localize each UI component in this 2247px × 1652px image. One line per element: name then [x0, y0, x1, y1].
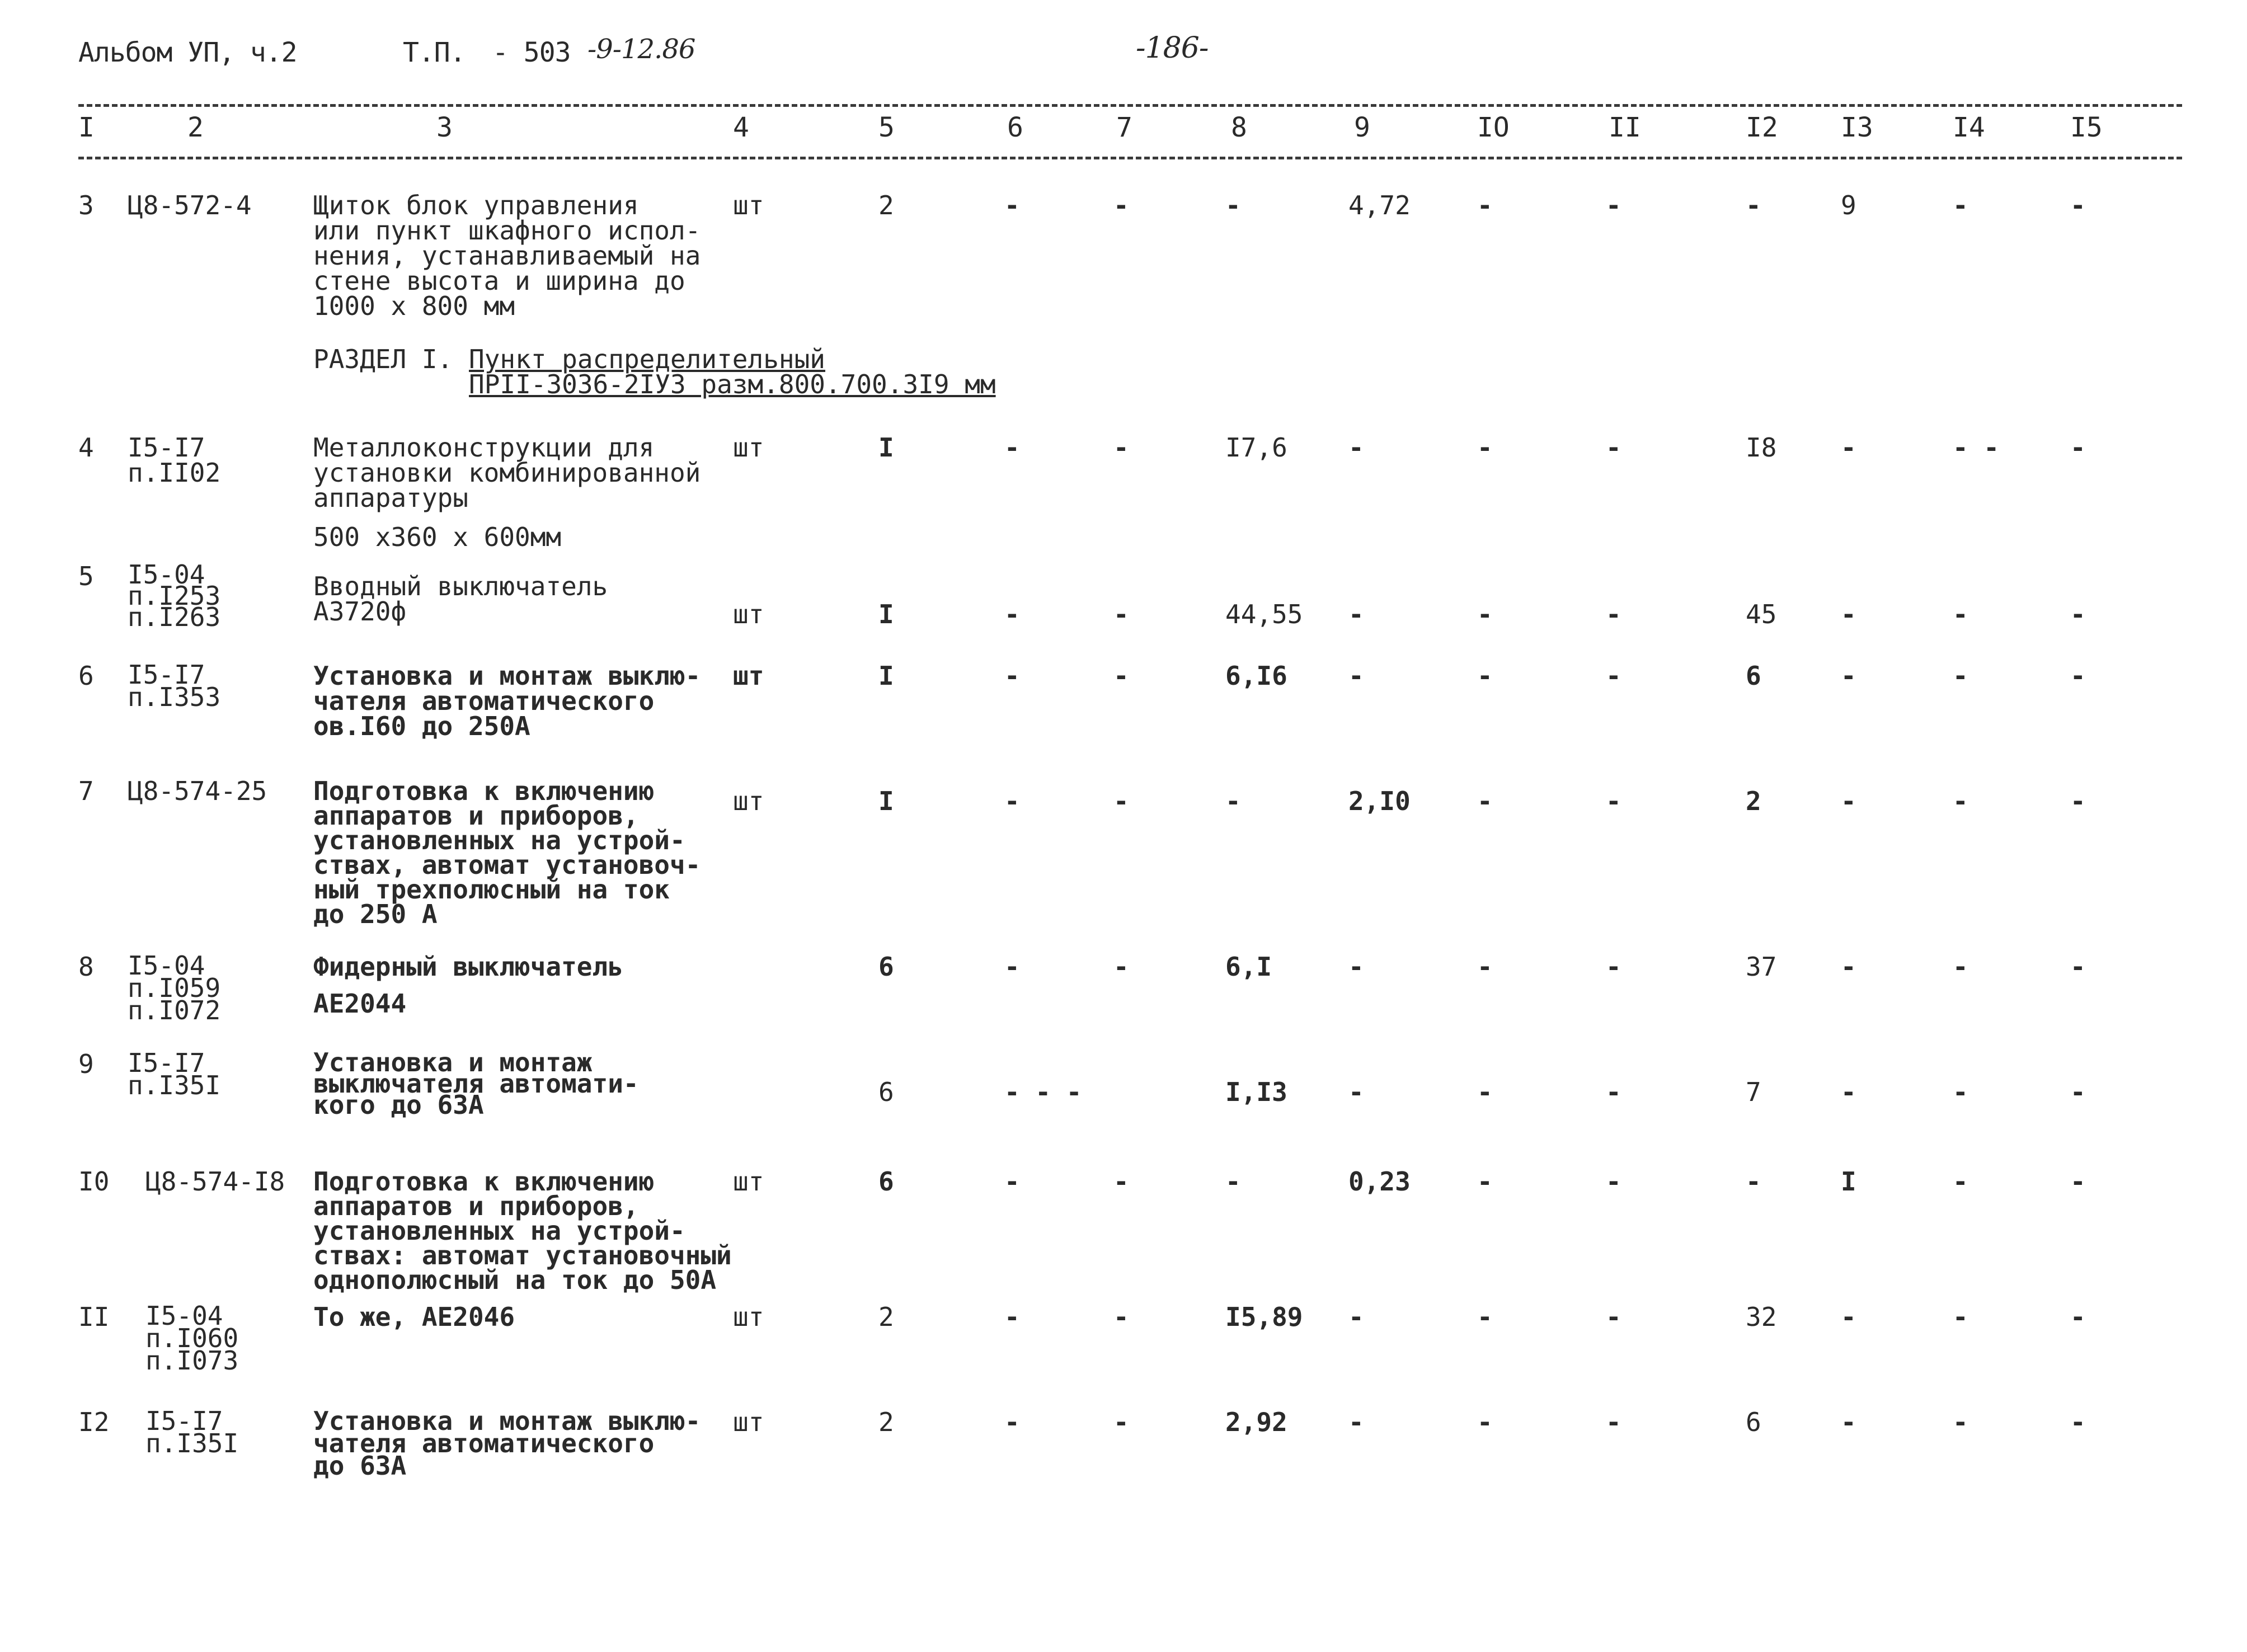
row-c11: - [1606, 661, 1621, 691]
row-c11: - [1606, 432, 1621, 463]
col-9: 9 [1354, 112, 1370, 143]
row-unit: шт [733, 786, 764, 816]
section-prefix: РАЗДЕЛ I. [313, 344, 453, 374]
row-c12: 7 [1746, 1077, 1761, 1107]
row-c9: 0,23 [1348, 1166, 1411, 1197]
row-c7: - [1113, 432, 1129, 463]
row-c14: - [1953, 1077, 1968, 1107]
col-4: 4 [733, 112, 749, 143]
row-c10: - [1477, 1166, 1493, 1197]
row-c6: - [1004, 661, 1020, 691]
row-description: Металлоконструкции для установки комбинированной аппаратуры [313, 432, 701, 513]
row-code: I5-04 п.I253 п.I263 [128, 559, 221, 632]
row-description: Установка и монтаж выклю- чателя автоматического ов.I60 до 250А [313, 661, 701, 741]
row-c5: I [878, 661, 894, 691]
col-13: I3 [1841, 112, 1873, 143]
row-c7: - [1113, 1302, 1129, 1332]
row-c6: - [1004, 1407, 1020, 1437]
row-c9: - [1348, 599, 1364, 629]
row-c7: - [1113, 952, 1129, 982]
row-code: I5-I7 п.I35I [128, 1048, 221, 1100]
row-c5: 2 [878, 1302, 894, 1332]
row-c12: 6 [1746, 661, 1761, 691]
row-code: Ц8-574-I8 [145, 1166, 285, 1197]
row-c10: - [1477, 952, 1493, 982]
row-c14: - [1953, 661, 1968, 691]
row-c15: - [2070, 786, 2086, 816]
row-code: I5-I7 п.I353 [128, 660, 221, 712]
row-number: 4 [78, 432, 94, 463]
row-c6: - [1004, 599, 1020, 629]
row-number: 5 [78, 561, 94, 591]
row-number: 3 [78, 190, 94, 220]
row-number: I0 [78, 1166, 110, 1197]
row-c13: - [1841, 786, 1856, 816]
page-number: -186- [1136, 31, 1209, 65]
row-c11: - [1606, 1407, 1621, 1437]
row-c8: 6,I [1225, 952, 1272, 982]
row-c6: - [1004, 190, 1020, 220]
row-c9: - [1348, 432, 1364, 463]
row-unit: шт [733, 432, 764, 463]
row-c5: 6 [878, 952, 894, 982]
row-description: Установка и монтаж выклю- чателя автоматического до 63А [313, 1406, 701, 1481]
row-c5: 6 [878, 1166, 894, 1197]
row-subtext: АЕ2044 [313, 989, 407, 1019]
row-c11: - [1606, 1302, 1621, 1332]
row-c7: - [1113, 661, 1129, 691]
row-c13: - [1841, 599, 1856, 629]
row-c5: 2 [878, 190, 894, 220]
row-c12: I8 [1746, 432, 1777, 463]
row-c7: - [1113, 1407, 1129, 1437]
row-number: 9 [78, 1049, 94, 1079]
row-c7: - [1113, 1166, 1129, 1197]
row-c8: I5,89 [1225, 1302, 1303, 1332]
row-c10: - [1477, 190, 1493, 220]
row-c13: I [1841, 1166, 1856, 1197]
row-c8: - [1225, 190, 1241, 220]
row-c5: I [878, 432, 894, 463]
row-c11: - [1606, 599, 1621, 629]
row-c6: - [1004, 1302, 1020, 1332]
row-c15: - [2070, 1166, 2086, 1197]
row-code: I5-04 п.I059 п.I072 [128, 950, 221, 1025]
row-c10: - [1477, 661, 1493, 691]
row-c11: - [1606, 1077, 1621, 1107]
row-c15: - [2070, 599, 2086, 629]
row-c5: I [878, 599, 894, 629]
row-code: I5-04 п.I060 п.I073 [145, 1301, 239, 1376]
row-c5: 2 [878, 1407, 894, 1437]
col-7: 7 [1116, 112, 1132, 143]
row-c13: - [1841, 1302, 1856, 1332]
row-c11: - [1606, 952, 1621, 982]
row-c15: - [2070, 661, 2086, 691]
row-c14: - [1953, 786, 1968, 816]
col-11: II [1609, 112, 1641, 143]
row-number: 7 [78, 776, 94, 806]
row-c11: - [1606, 1166, 1621, 1197]
row-c10: - [1477, 1407, 1493, 1437]
row-subtext: 500 х360 х 600мм [313, 522, 562, 552]
col-15: I5 [2070, 112, 2103, 143]
row-unit: шт [733, 190, 764, 220]
row-code: I5-I7 п.II02 [128, 432, 221, 488]
row-description: Подготовка к включению аппаратов и приборов, установленных на устрой- ствах, автомат установоч- ный трехполюсный на ток до 250 А [313, 776, 701, 929]
row-description: Фидерный выключатель [313, 952, 623, 982]
row-c15: - [2070, 1302, 2086, 1332]
row-unit: шт [733, 1302, 764, 1332]
row-c13: 9 [1841, 190, 1856, 220]
row-c13: - [1841, 1407, 1856, 1437]
row-c12: 2 [1746, 786, 1761, 816]
col-12: I2 [1746, 112, 1778, 143]
row-description: То же, АЕ2046 [313, 1302, 515, 1332]
row-unit: шт [733, 599, 764, 629]
row-number: 8 [78, 952, 94, 982]
row-description: Подготовка к включению аппаратов и приборов, установленных на устрой- ствах: автомат установочный однополюсный на ток до 50А [313, 1166, 732, 1295]
row-code: Ц8-572-4 [128, 190, 252, 220]
row-c6: - [1004, 1166, 1020, 1197]
col-5: 5 [878, 112, 895, 143]
row-c14: - [1953, 1407, 1968, 1437]
row-c15: - [2070, 952, 2086, 982]
row-c11: - [1606, 786, 1621, 816]
row-c6: - [1004, 786, 1020, 816]
header-bottom-rule [78, 157, 2182, 159]
row-c13: - [1841, 432, 1856, 463]
row-c6: - [1004, 432, 1020, 463]
row-c14: - [1953, 1302, 1968, 1332]
row-c11: - [1606, 190, 1621, 220]
row-c14: - - [1953, 432, 2000, 463]
col-3: 3 [436, 112, 453, 143]
row-c12: 6 [1746, 1407, 1761, 1437]
row-c10: - [1477, 786, 1493, 816]
row-c7: - [1113, 786, 1129, 816]
header-top-rule [78, 104, 2182, 107]
row-c13: - [1841, 952, 1856, 982]
row-c5: I [878, 786, 894, 816]
row-code: I5-I7 п.I35I [145, 1406, 239, 1458]
row-description: Вводный выключатель А3720ф [313, 571, 608, 627]
row-c13: - [1841, 661, 1856, 691]
row-c12: 32 [1746, 1302, 1777, 1332]
col-10: IO [1477, 112, 1510, 143]
row-c14: - [1953, 952, 1968, 982]
row-code: Ц8-574-25 [128, 776, 267, 806]
row-c6: - [1004, 952, 1020, 982]
row-c15: - [2070, 190, 2086, 220]
row-c9: 2,I0 [1348, 786, 1411, 816]
row-c13: - [1841, 1077, 1856, 1107]
row-unit: шт [733, 661, 764, 691]
row-c9: - [1348, 1077, 1364, 1107]
row-c8: 44,55 [1225, 599, 1303, 629]
row-c8: - [1225, 1166, 1241, 1197]
col-8: 8 [1231, 112, 1247, 143]
section-title-line2: ПРII-3036-2IУ3 разм.800.700.3I9 мм [469, 369, 996, 399]
row-c8: I7,6 [1225, 432, 1287, 463]
row-number: I2 [78, 1407, 110, 1437]
col-6: 6 [1007, 112, 1023, 143]
col-2: 2 [187, 112, 204, 143]
row-c9: - [1348, 952, 1364, 982]
tp-label: Т.П. [403, 37, 466, 68]
row-description: Установка и монтаж выключателя автомати- кого до 63А [313, 1047, 639, 1120]
row-c5: 6 [878, 1077, 894, 1107]
row-c12: - [1746, 190, 1761, 220]
row-c9: - [1348, 1407, 1364, 1437]
row-c15: - [2070, 1407, 2086, 1437]
row-c9: - [1348, 661, 1364, 691]
row-description: Щиток блок управления или пункт шкафного испол- нения, устанавливаемый на стене высота и ширина до 1000 х 800 мм [313, 190, 701, 321]
row-number: II [78, 1302, 110, 1332]
row-number: 6 [78, 661, 94, 691]
row-c8: - [1225, 786, 1241, 816]
col-1: I [78, 112, 95, 143]
row-c8: I,I3 [1225, 1077, 1287, 1107]
row-c7: - [1113, 190, 1129, 220]
row-c15: - [2070, 432, 2086, 463]
section-title-line1: Пункт распределительный [469, 344, 825, 374]
row-c10: - [1477, 432, 1493, 463]
album-label: Альбом УП, ч.2 [78, 37, 297, 68]
row-c8: 6,I6 [1225, 661, 1287, 691]
row-c14: - [1953, 190, 1968, 220]
row-unit: шт [733, 1407, 764, 1437]
row-c10: - [1477, 599, 1493, 629]
row-c14: - [1953, 599, 1968, 629]
tp-number: - 503 [492, 37, 571, 68]
row-c8: 2,92 [1225, 1407, 1287, 1437]
row-c12: 37 [1746, 952, 1777, 982]
row-c6: - - - [1004, 1077, 1082, 1107]
row-unit: шт [733, 1166, 764, 1197]
row-c14: - [1953, 1166, 1968, 1197]
row-c10: - [1477, 1302, 1493, 1332]
col-14: I4 [1953, 112, 1985, 143]
row-c9: 4,72 [1348, 190, 1411, 220]
row-c12: 45 [1746, 599, 1777, 629]
tp-number-handwritten: -9-12.86 [587, 34, 695, 65]
row-c12: - [1746, 1166, 1761, 1197]
row-c15: - [2070, 1077, 2086, 1107]
row-c9: - [1348, 1302, 1364, 1332]
row-c10: - [1477, 1077, 1493, 1107]
row-c7: - [1113, 599, 1129, 629]
